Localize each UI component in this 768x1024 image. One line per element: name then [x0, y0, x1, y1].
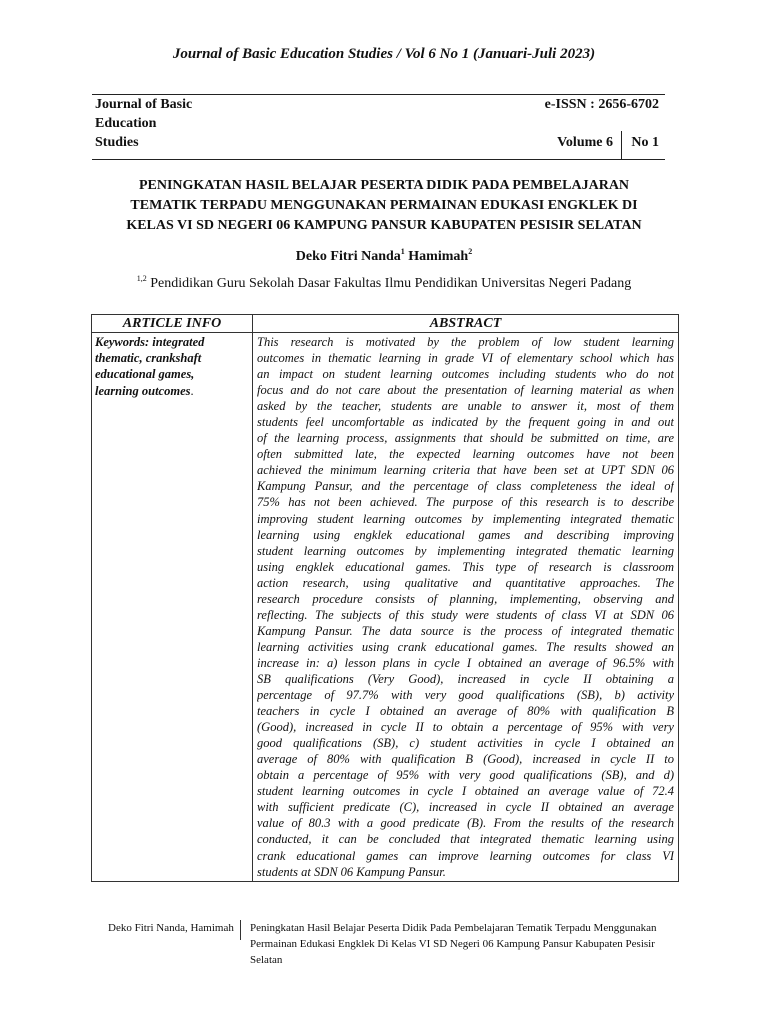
journal-name-line: Education [95, 116, 157, 131]
abstract-text [253, 333, 679, 882]
article-title [92, 176, 676, 236]
masthead [92, 94, 665, 160]
abstract-line: often submitted late, the expected learning outcomes have not been [257, 447, 674, 462]
abstract-line: obtain a percentage of 95% with very good qualifications (SB), and d) [257, 768, 674, 783]
footer-divider [240, 920, 249, 940]
abstract-line: using engklek educational games. This type of research is classroom [257, 559, 674, 574]
abstract-line: 75% has not been achieved. The purpose of this research is to describe [257, 495, 674, 510]
abstract-line: with sufficient predicate (C), increased in cycle II obtained an average [257, 800, 674, 815]
affiliation-marker: 1,2 [136, 274, 147, 283]
abstract-line: student learning outcomes in cycle I obtained an average value of 72.4 [257, 784, 674, 799]
abstract-line: This research is motivated by the problem of low student learning [257, 335, 674, 349]
abstract-line: an impact on student learning outcomes including students who do not [257, 367, 674, 382]
keywords-line: educational games, [95, 367, 195, 382]
abstract-line: action research, using qualitative and quantitative approaches. The [257, 575, 674, 590]
abstract-line: SB qualifications (Very Good), increased in cycle II obtaining a [257, 671, 674, 686]
abstract-line: reflecting. The subjects of this study were students of class VI at SDN 06 [257, 607, 674, 622]
journal-name-line: Studies [95, 135, 139, 150]
keywords-line: thematic, crankshaft [95, 351, 202, 366]
keywords-line: Keywords: integrated [95, 335, 205, 349]
abstract-line: focus and do not care about the presentation of learning material as when [257, 383, 674, 398]
abstract-line: student learning outcomes by implementing integrated thematic learning [257, 543, 674, 558]
abstract-line: achieved the minimum learning criteria that have been set at UPT SDN 06 [257, 463, 674, 478]
abstract-line: increase in: a) lesson plans in cycle I obtained an average of 96.5% with [257, 655, 674, 670]
footer-title: Peningkatan Hasil Belajar Peserta Didik Pada Pembelajaran Tematik Terpadu Menggunakan Permainan Edukasi Engklek Di Kelas VI SD Negeri 06 Kampung Pansur Kabupaten Pesisir Selatan [250, 922, 657, 966]
title-line: TEMATIK TERPADU MENGGUNAKAN PERMAINAN EDUKASI ENGKLEK DI [130, 198, 638, 213]
author-affil-marker: 2 [468, 247, 473, 256]
footer-authors: Deko Fitri Nanda, Hamimah [108, 922, 234, 934]
abstract-line: outcomes in thematic learning in grade VI of elementary school which has [257, 351, 674, 366]
abstract-line: Kampung Pansur. The data source is the process of integrated thematic [257, 623, 674, 638]
abstract-header: ABSTRACT [253, 315, 679, 333]
article-info-table [91, 314, 679, 882]
volume: Volume 6 [557, 131, 622, 159]
eissn: e-ISSN : 2656-6702 [544, 97, 659, 112]
journal-name [95, 95, 255, 152]
author-affil-marker: 1 [400, 247, 405, 256]
abstract-line: of the learning process, assignments that should be submitted on time, are [257, 431, 674, 446]
abstract-line: Kampung Pansur, and the percentage of class completeness the ideal of [257, 479, 674, 494]
author-list [0, 247, 768, 265]
abstract-line: average of 80% with qualification B (Good), increased in cycle II to [257, 752, 674, 767]
title-line: KELAS VI SD NEGERI 06 KAMPUNG PANSUR KABUPATEN PESISIR SELATAN [126, 218, 642, 233]
running-head: Journal of Basic Education Studies / Vol 6 No 1 (Januari-Juli 2023) [172, 46, 596, 62]
abstract-line: learning activities using crank educational games. The results showed an [257, 639, 674, 654]
issue-number: No 1 [631, 135, 659, 150]
abstract-line: students feel uncomfortable as indicated by the frequent going in and out [257, 415, 674, 430]
abstract-line: students at SDN 06 Kampung Pansur. [257, 864, 446, 879]
affiliation [0, 274, 768, 292]
abstract-line: conducted, it can be concluded that integrated thematic learning using [257, 832, 674, 847]
abstract-line: teachers in cycle I obtained an average of 80% with qualification B [257, 704, 674, 719]
author-name: Hamimah [408, 249, 469, 264]
abstract-line: (Good), increased in cycle II to obtain a percentage of 95% with very [257, 720, 674, 735]
affiliation-text: Pendidikan Guru Sekolah Dasar Fakultas Ilmu Pendidikan Universitas Negeri Padang [150, 276, 632, 291]
keywords-cell [92, 333, 253, 882]
abstract-line: improving student learning outcomes by implementing integrated thematic [257, 511, 674, 526]
article-info-header: ARTICLE INFO [92, 315, 253, 333]
abstract-line: research procedure consists of planning, implementing, observing and [257, 591, 674, 606]
title-line: PENINGKATAN HASIL BELAJAR PESERTA DIDIK PADA PEMBELAJARAN [138, 178, 630, 193]
abstract-line: value of 80.3 with a good predicate (B). From the results of the research [257, 816, 674, 831]
abstract-line: percentage of 97.7% with very good qualifications (SB), b) activity [257, 688, 674, 703]
author-name: Deko Fitri Nanda [295, 249, 401, 264]
keywords-line: learning outcomes. [95, 383, 194, 398]
abstract-line: crank educational games can improve learning outcomes for class VI [257, 848, 674, 863]
abstract-line: good qualifications (SB), c) student activities in cycle I obtained an [257, 736, 674, 751]
abstract-line: asked by the teacher, students are unable to answer it, most of them [257, 399, 674, 414]
abstract-line: learning using engklek educational games and describing improving [257, 527, 674, 542]
journal-name-line: Journal of Basic [95, 97, 193, 112]
